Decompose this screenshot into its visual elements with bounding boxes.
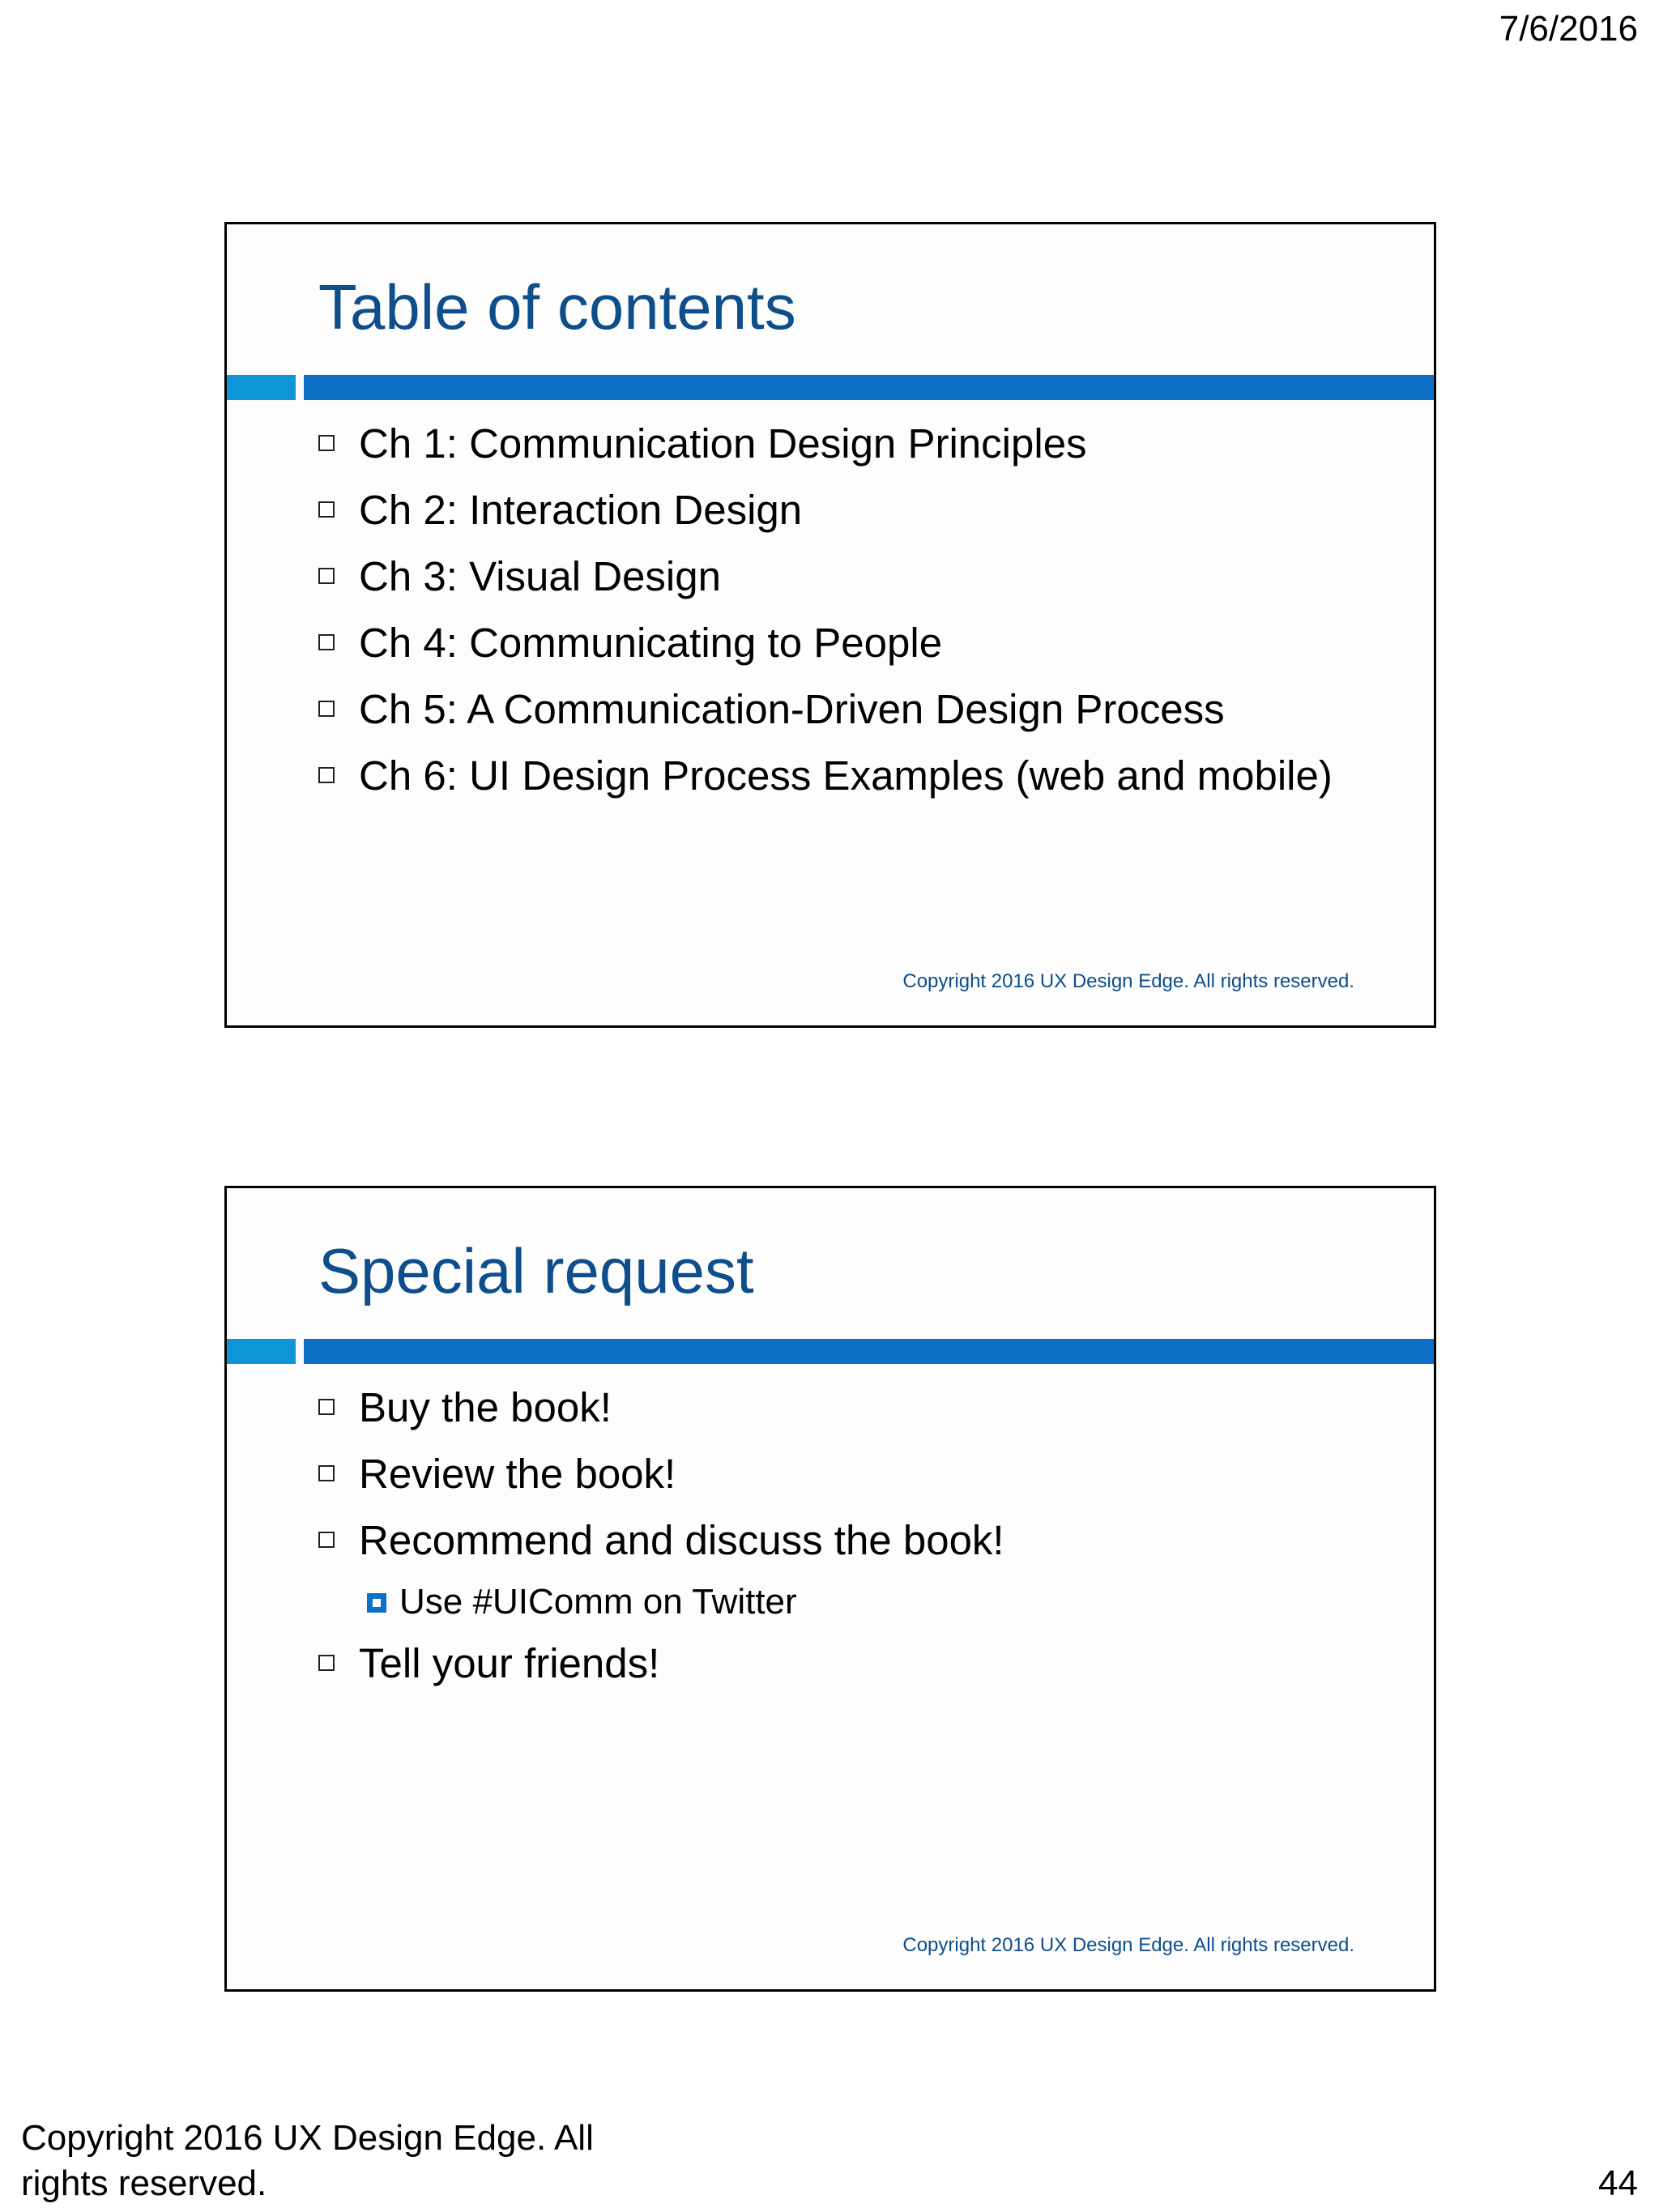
page-date: 7/6/2016 (1499, 9, 1638, 49)
list-item-text: Tell your friends! (359, 1640, 660, 1686)
title-accent-bar-small (227, 375, 296, 400)
title-accent-bar (304, 1339, 1434, 1364)
list-item (318, 676, 1333, 743)
page-number: 44 (1598, 2163, 1638, 2203)
list-item (318, 610, 1333, 676)
square-bullet-icon (318, 1532, 335, 1548)
list-item (318, 1507, 1004, 1574)
list-item (318, 1630, 1004, 1697)
square-bullet-icon (318, 767, 335, 783)
square-bullet-icon (318, 435, 335, 451)
slide-copyright: Copyright 2016 UX Design Edge. All rights reserved. (902, 1934, 1354, 1956)
list-item-text: Ch 2: Interaction Design (359, 487, 803, 533)
bullet-list (318, 411, 1333, 809)
bullet-list (318, 1375, 1004, 1697)
slide-copyright: Copyright 2016 UX Design Edge. All rights reserved. (902, 970, 1354, 992)
slide-title: Table of contents (318, 271, 796, 343)
list-item-text: Ch 4: Communicating to People (359, 620, 943, 666)
slide-special-request (224, 1186, 1436, 1992)
slide-table-of-contents (224, 222, 1436, 1028)
title-accent-bar-small (227, 1339, 296, 1364)
square-bullet-icon (318, 1465, 335, 1481)
square-bullet-icon (318, 568, 335, 584)
title-accent-bar (304, 375, 1434, 400)
square-bullet-icon (318, 1655, 335, 1671)
list-item (318, 477, 1333, 543)
square-bullet-icon (318, 634, 335, 650)
sub-list-item (318, 1574, 1004, 1630)
list-item (318, 743, 1333, 809)
page-copyright: Copyright 2016 UX Design Edge. All rights reserved. (21, 2118, 594, 2203)
sub-list-item-text: Use #UIComm on Twitter (399, 1582, 797, 1622)
list-item (318, 411, 1333, 477)
list-item-text: Ch 5: A Communication-Driven Design Process (359, 686, 1225, 732)
list-item-text: Ch 1: Communication Design Principles (359, 420, 1087, 467)
list-item (318, 543, 1333, 610)
square-bullet-icon (318, 501, 335, 518)
slide-title: Special request (318, 1235, 754, 1306)
list-item-text: Recommend and discuss the book! (359, 1517, 1004, 1563)
list-item-text: Ch 3: Visual Design (359, 553, 721, 599)
square-bullet-icon (318, 701, 335, 717)
filled-square-bullet-icon (367, 1593, 386, 1613)
square-bullet-icon (318, 1399, 335, 1415)
list-item (318, 1441, 1004, 1507)
list-item-text: Buy the book! (359, 1384, 612, 1430)
list-item-text: Ch 6: UI Design Process Examples (web and mobile) (359, 752, 1333, 799)
list-item (318, 1375, 1004, 1441)
list-item-text: Review the book! (359, 1451, 676, 1497)
